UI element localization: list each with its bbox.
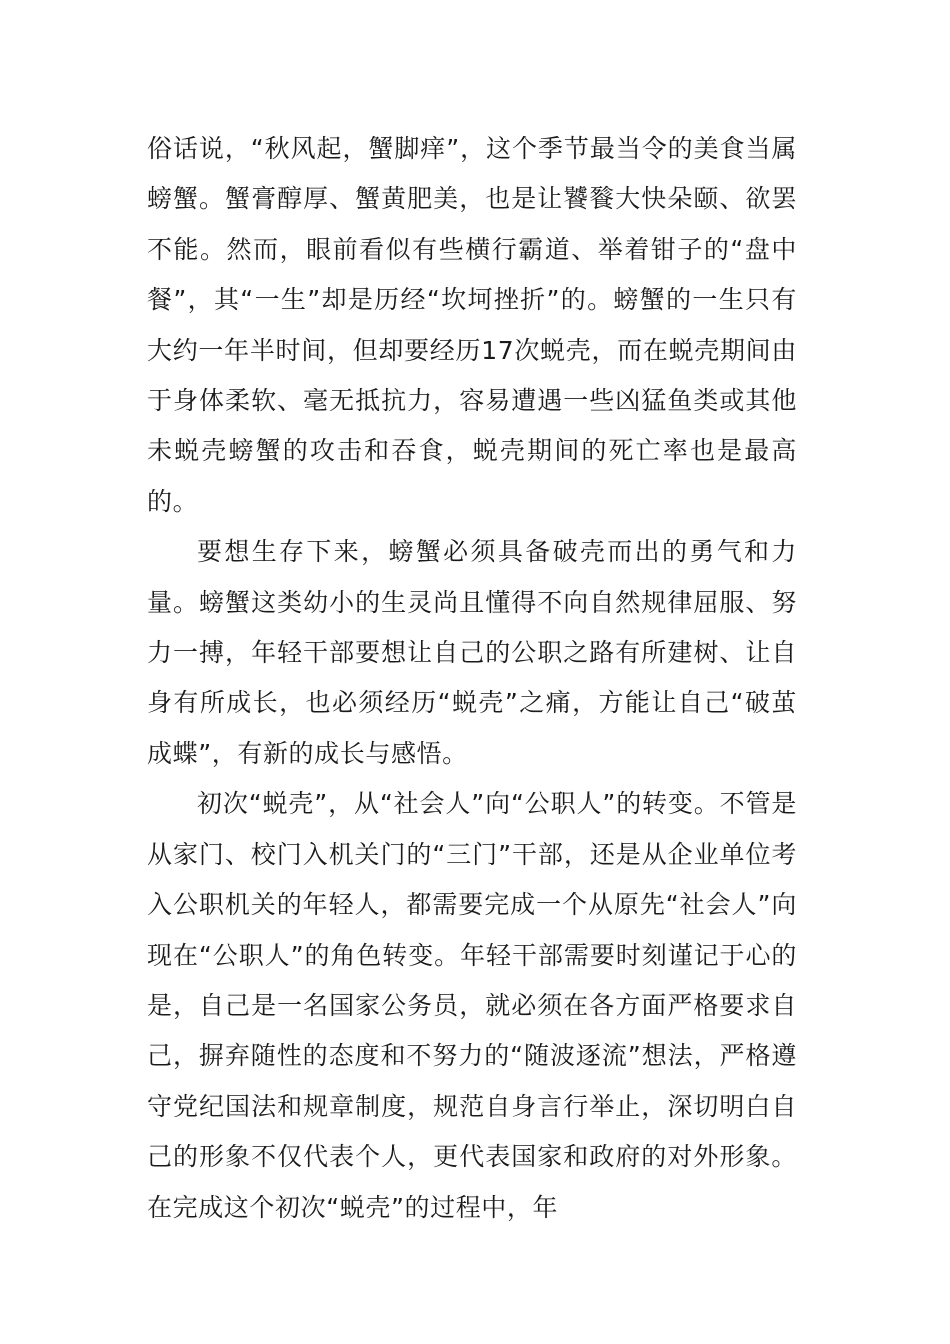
paragraph-survival: 要想生存下来，螃蟹必须具备破壳而出的勇气和力量。螃蟹这类幼小的生灵尚且懂得不向自然规律屈服、努力一搏，年轻干部要想让自己的公职之路有所建树、让自身有所成长，也必须经历“蜕壳”之痛，方能让自己“破茧成蝶”，有新的成长与感悟。 [147, 537, 797, 768]
paragraph-first-molt: 初次“蜕壳”，从“社会人”向“公职人”的转变。不管是从家门、校门入机关门的“三门”干部，还是从企业单位考入公职机关的年轻人，都需要完成一个从原先“社会人”向现在“公职人”的角色转变。年轻干部需要时刻谨记于心的是，自己是一名国家公务员，就必须在各方面严格要求自己，摒弃随性的态度和不努力的“随波逐流”想法，严格遵守党纪国法和规章制度，规范自身言行举止，深切明白自己的形象不仅代表个人，更代表国家和政府的对外形象。在完成这个初次“蜕壳”的过程中，年 [147, 789, 797, 1222]
document-body [147, 124, 797, 1233]
paragraph-crab-intro: 俗话说，“秋风起，蟹脚痒”，这个季节最当令的美食当属螃蟹。蟹膏醇厚、蟹黄肥美，也是让饕餮大快朵颐、欲罢不能。然而，眼前看似有些横行霸道、举着钳子的“盘中餐”，其“一生”却是历经“坎坷挫折”的。螃蟹的一生只有大约一年半时间，但却要经历17次蜕壳，而在蜕壳期间由于身体柔软、毫无抵抗力，容易遭遇一些凶猛鱼类或其他未蜕壳螃蟹的攻击和吞食，蜕壳期间的死亡率也是最高的。 [147, 134, 797, 516]
